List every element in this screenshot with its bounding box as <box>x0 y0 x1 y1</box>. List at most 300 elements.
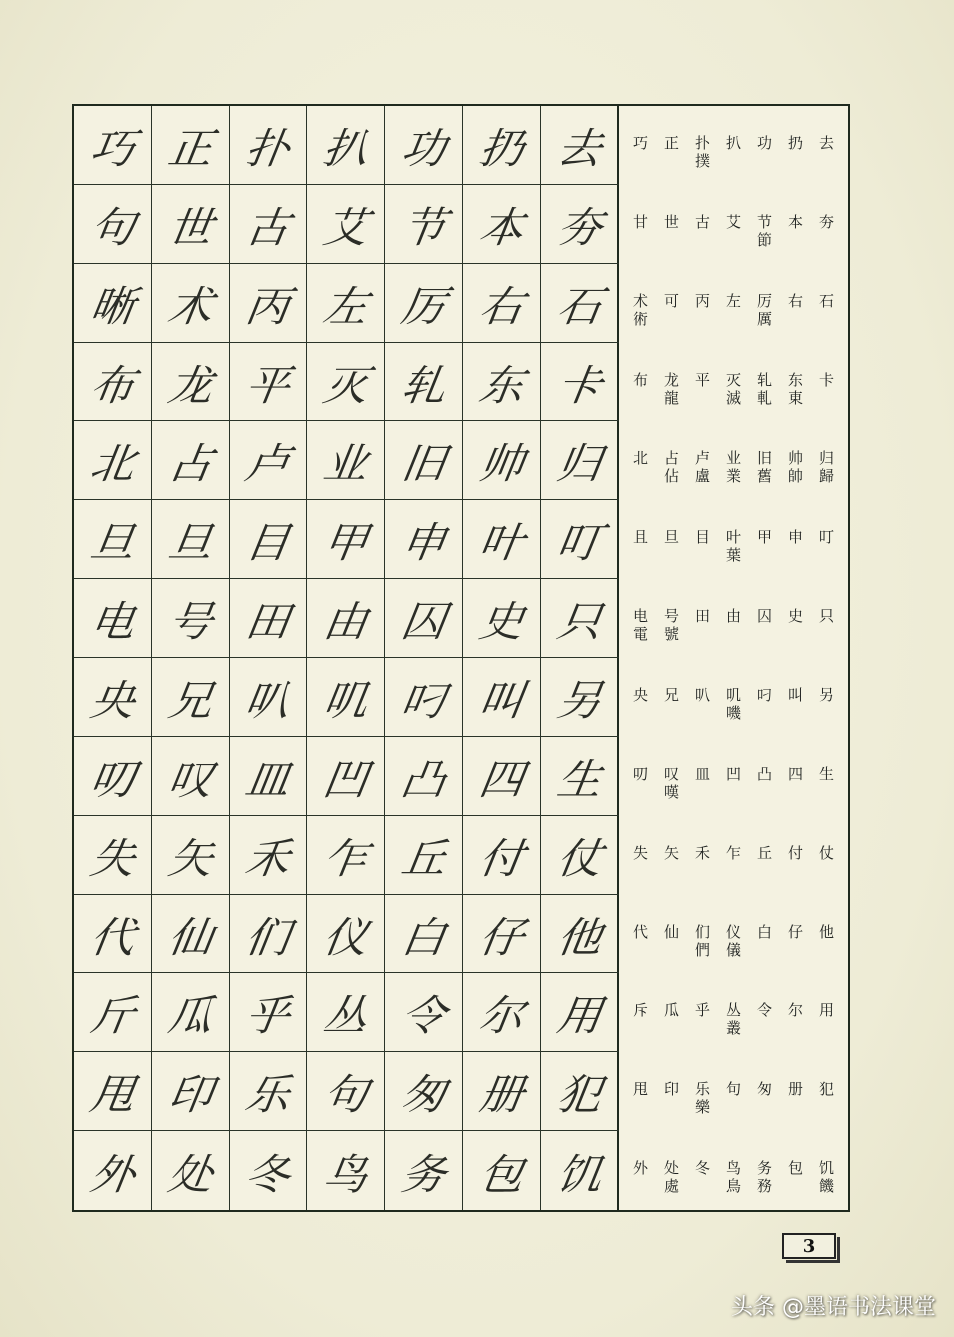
simplified-character: 皿 <box>694 764 710 783</box>
reference-item <box>718 765 749 783</box>
calligraphy-cell <box>74 973 152 1052</box>
reference-item <box>687 371 718 389</box>
calligraphy-character: 夯 <box>553 203 605 253</box>
simplified-character: 巧 <box>632 134 648 152</box>
simplified-character: 叼 <box>756 686 772 705</box>
traditional-character: 樂 <box>694 1098 710 1117</box>
calligraphy-character: 巧 <box>86 124 138 174</box>
calligraphy-character: 归 <box>553 440 605 489</box>
calligraphy-character: 句 <box>320 1071 372 1120</box>
traditional-character: 叢 <box>725 1019 741 1038</box>
reference-item <box>625 1080 656 1098</box>
calligraphy-character: 东 <box>475 361 527 410</box>
calligraphy-cell <box>152 658 230 737</box>
calligraphy-cell <box>152 500 230 579</box>
simplified-character: 饥 <box>818 1159 834 1178</box>
calligraphy-character: 斤 <box>86 992 138 1041</box>
simplified-character: 犯 <box>818 1080 834 1099</box>
traditional-character: 嘰 <box>725 704 741 723</box>
reference-item <box>656 1001 687 1019</box>
calligraphy-cell <box>463 264 541 343</box>
calligraphy-character: 占 <box>164 440 216 489</box>
reference-row <box>619 1131 848 1210</box>
simplified-character: 处 <box>663 1159 679 1178</box>
calligraphy-cell <box>152 973 230 1052</box>
reference-item <box>780 213 811 231</box>
reference-item <box>687 686 718 704</box>
simplified-character: 乐 <box>694 1080 710 1099</box>
calligraphy-character: 丘 <box>398 834 449 884</box>
reference-row <box>619 264 848 343</box>
calligraphy-character: 申 <box>398 519 449 568</box>
reference-item <box>625 1159 656 1177</box>
reference-row <box>619 816 848 895</box>
reference-item <box>811 213 842 231</box>
reference-row <box>619 343 848 422</box>
calligraphy-cell <box>541 185 619 264</box>
calligraphy-cell <box>463 343 541 422</box>
simplified-character: 扔 <box>787 134 803 152</box>
calligraphy-character: 去 <box>553 124 605 174</box>
reference-item <box>780 371 811 407</box>
calligraphy-character: 由 <box>320 598 372 647</box>
calligraphy-character: 他 <box>553 913 605 963</box>
reference-row <box>619 1052 848 1131</box>
reference-item <box>687 1159 718 1177</box>
reference-item <box>811 528 842 546</box>
calligraphy-cell <box>230 579 308 658</box>
simplified-character: 申 <box>787 528 803 547</box>
simplified-character: 石 <box>818 291 834 310</box>
calligraphy-cell <box>230 500 308 579</box>
simplified-character: 扒 <box>725 134 741 152</box>
calligraphy-column <box>385 106 463 1210</box>
simplified-character: 外 <box>632 1159 648 1178</box>
calligraphy-cell <box>541 895 619 974</box>
reference-item <box>718 292 749 310</box>
simplified-character: 去 <box>818 134 834 152</box>
reference-item <box>718 844 749 862</box>
simplified-character: 业 <box>725 449 741 468</box>
reference-item <box>780 449 811 485</box>
traditional-character: 龍 <box>663 388 679 407</box>
calligraphy-cell <box>463 737 541 816</box>
reference-item <box>687 607 718 625</box>
calligraphy-character: 旧 <box>398 440 449 489</box>
calligraphy-cell <box>307 579 385 658</box>
reference-item <box>780 134 811 152</box>
calligraphy-cell <box>152 106 230 185</box>
calligraphy-character: 央 <box>86 676 138 726</box>
simplified-character: 用 <box>818 1001 834 1020</box>
simplified-character: 务 <box>756 1159 772 1178</box>
calligraphy-character: 仗 <box>553 834 605 884</box>
simplified-character: 史 <box>787 607 803 626</box>
calligraphy-cell <box>307 895 385 974</box>
calligraphy-character: 匆 <box>398 1071 449 1120</box>
calligraphy-cell <box>152 1131 230 1210</box>
calligraphy-character: 史 <box>475 598 527 647</box>
simplified-character: 矢 <box>663 843 679 862</box>
calligraphy-cell <box>230 1052 308 1131</box>
calligraphy-cell <box>230 185 308 264</box>
calligraphy-character: 饥 <box>553 1150 605 1200</box>
simplified-character: 右 <box>787 291 803 310</box>
calligraphy-character: 卢 <box>242 440 294 489</box>
simplified-character: 电 <box>632 607 648 626</box>
simplified-character: 古 <box>694 212 710 231</box>
reference-row <box>619 185 848 264</box>
traditional-character: 撲 <box>694 152 710 170</box>
calligraphy-cell <box>463 973 541 1052</box>
calligraphy-cell <box>541 1131 619 1210</box>
calligraphy-cell <box>152 737 230 816</box>
calligraphy-column <box>307 106 385 1210</box>
simplified-character: 印 <box>663 1080 679 1099</box>
simplified-character: 仔 <box>787 922 803 941</box>
calligraphy-cell <box>74 895 152 974</box>
calligraphy-character: 冬 <box>242 1150 294 1200</box>
simplified-character: 平 <box>694 370 710 389</box>
calligraphy-character: 代 <box>86 913 138 963</box>
reference-item <box>718 134 749 152</box>
calligraphy-cell <box>463 895 541 974</box>
calligraphy-cell <box>230 973 308 1052</box>
reference-item <box>656 292 687 310</box>
calligraphy-character: 古 <box>242 203 294 253</box>
copybook-frame <box>72 104 850 1212</box>
calligraphy-character: 乐 <box>242 1071 294 1120</box>
calligraphy-cell <box>463 1131 541 1210</box>
reference-item <box>749 371 780 407</box>
calligraphy-cell <box>307 421 385 500</box>
calligraphy-cell <box>74 421 152 500</box>
calligraphy-character: 令 <box>398 992 449 1041</box>
reference-item <box>780 1080 811 1098</box>
simplified-character: 可 <box>663 291 679 310</box>
traditional-character: 東 <box>787 388 803 407</box>
calligraphy-character: 外 <box>86 1150 138 1200</box>
calligraphy-cell <box>74 658 152 737</box>
calligraphy-character: 叽 <box>320 676 372 726</box>
calligraphy-character: 扒 <box>320 124 372 174</box>
calligraphy-cell <box>74 500 152 579</box>
simplified-character: 叹 <box>663 764 679 783</box>
reference-item <box>718 528 749 564</box>
calligraphy-cell <box>152 343 230 422</box>
calligraphy-character: 布 <box>86 361 138 410</box>
simplified-character: 们 <box>694 922 710 941</box>
traditional-character: 葉 <box>725 546 741 565</box>
calligraphy-character: 号 <box>164 598 216 647</box>
calligraphy-character: 田 <box>242 598 294 647</box>
calligraphy-character: 白 <box>398 913 449 963</box>
reference-item <box>749 1159 780 1195</box>
reference-item <box>749 1080 780 1098</box>
simplified-character: 归 <box>818 449 834 468</box>
calligraphy-character: 龙 <box>164 361 216 410</box>
simplified-character: 叫 <box>787 686 803 705</box>
reference-character-table <box>619 106 848 1210</box>
calligraphy-character: 禾 <box>242 834 294 884</box>
calligraphy-cell <box>541 816 619 895</box>
calligraphy-character: 叫 <box>475 676 527 726</box>
reference-item <box>811 449 842 485</box>
calligraphy-cell <box>230 421 308 500</box>
simplified-character: 功 <box>756 134 772 152</box>
calligraphy-cell <box>74 1052 152 1131</box>
calligraphy-character: 卡 <box>553 361 605 410</box>
reference-item <box>656 528 687 546</box>
simplified-character: 只 <box>818 607 834 626</box>
traditional-character: 舊 <box>756 467 772 486</box>
reference-item <box>656 923 687 941</box>
calligraphy-character: 左 <box>320 282 372 332</box>
simplified-character: 帅 <box>787 449 803 468</box>
simplified-character: 龙 <box>663 370 679 389</box>
reference-item <box>687 1080 718 1116</box>
page-number: 3 <box>782 1233 836 1259</box>
calligraphy-grid <box>74 106 619 1210</box>
calligraphy-character: 乎 <box>242 992 294 1041</box>
reference-item <box>625 371 656 389</box>
reference-item <box>656 1080 687 1098</box>
reference-item <box>811 607 842 625</box>
calligraphy-cell <box>74 1131 152 1210</box>
calligraphy-cell <box>463 106 541 185</box>
calligraphy-cell <box>541 1052 619 1131</box>
calligraphy-cell <box>463 816 541 895</box>
reference-item <box>811 765 842 783</box>
calligraphy-character: 凸 <box>398 755 449 805</box>
reference-item <box>625 213 656 231</box>
calligraphy-character: 本 <box>475 203 527 253</box>
traditional-character: 鳥 <box>725 1177 741 1196</box>
reference-item <box>656 449 687 485</box>
traditional-character: 帥 <box>787 467 803 486</box>
calligraphy-cell <box>152 579 230 658</box>
simplified-character: 仗 <box>818 843 834 862</box>
reference-item <box>749 449 780 485</box>
calligraphy-cell <box>307 737 385 816</box>
traditional-character: 號 <box>663 625 679 644</box>
calligraphy-character: 业 <box>320 440 372 489</box>
simplified-character: 旧 <box>756 449 772 468</box>
reference-item <box>749 607 780 625</box>
calligraphy-character: 叨 <box>86 755 138 805</box>
calligraphy-character: 失 <box>86 834 138 884</box>
calligraphy-cell <box>385 1131 463 1210</box>
calligraphy-character: 丛 <box>320 992 372 1041</box>
reference-item <box>780 1159 811 1177</box>
calligraphy-character: 犯 <box>553 1071 605 1120</box>
calligraphy-cell <box>463 185 541 264</box>
calligraphy-character: 包 <box>475 1150 527 1200</box>
simplified-character: 他 <box>818 922 834 941</box>
reference-item <box>718 371 749 407</box>
calligraphy-character: 另 <box>553 676 605 726</box>
simplified-character: 鸟 <box>725 1159 741 1178</box>
simplified-character: 囚 <box>756 607 772 626</box>
simplified-character: 本 <box>787 212 803 231</box>
calligraphy-character: 仪 <box>320 913 372 963</box>
reference-item <box>780 765 811 783</box>
calligraphy-character: 叭 <box>242 676 294 726</box>
calligraphy-cell <box>463 579 541 658</box>
simplified-character: 尔 <box>787 1001 803 1020</box>
reference-item <box>687 765 718 783</box>
simplified-character: 旦 <box>663 528 679 547</box>
calligraphy-character: 旦 <box>86 519 138 568</box>
calligraphy-cell <box>541 500 619 579</box>
simplified-character: 兄 <box>663 686 679 705</box>
simplified-character: 左 <box>725 291 741 310</box>
simplified-character: 扑 <box>694 134 710 152</box>
calligraphy-cell <box>541 264 619 343</box>
reference-item <box>749 134 780 152</box>
calligraphy-character: 凹 <box>320 755 372 805</box>
traditional-character: 電 <box>632 625 648 644</box>
reference-item <box>687 292 718 310</box>
simplified-character: 布 <box>632 370 648 389</box>
reference-item <box>687 1001 718 1019</box>
calligraphy-character: 生 <box>553 755 605 805</box>
simplified-character: 夯 <box>818 212 834 231</box>
calligraphy-cell <box>230 1131 308 1210</box>
reference-item <box>718 923 749 959</box>
calligraphy-cell <box>307 343 385 422</box>
calligraphy-character: 尔 <box>475 992 527 1041</box>
calligraphy-cell <box>463 1052 541 1131</box>
simplified-character: 匆 <box>756 1080 772 1099</box>
simplified-character: 世 <box>663 212 679 231</box>
simplified-character: 生 <box>818 764 834 783</box>
traditional-character: 處 <box>663 1177 679 1196</box>
simplified-character: 节 <box>756 212 772 231</box>
calligraphy-character: 矢 <box>164 834 216 884</box>
calligraphy-character: 付 <box>475 834 527 884</box>
simplified-character: 东 <box>787 370 803 389</box>
calligraphy-character: 印 <box>164 1071 216 1120</box>
reference-item <box>625 134 656 152</box>
calligraphy-character: 叮 <box>553 519 605 568</box>
simplified-character: 甘 <box>632 212 648 231</box>
calligraphy-character: 甲 <box>320 519 372 568</box>
traditional-character: 滅 <box>725 388 741 407</box>
calligraphy-character: 扑 <box>242 124 294 174</box>
calligraphy-cell <box>152 264 230 343</box>
calligraphy-cell <box>541 106 619 185</box>
reference-item <box>625 765 656 783</box>
reference-item <box>780 844 811 862</box>
watermark: 头条 @墨语书法课堂 <box>731 1295 936 1320</box>
reference-item <box>749 1001 780 1019</box>
calligraphy-cell <box>541 973 619 1052</box>
simplified-character: 田 <box>694 607 710 626</box>
reference-item <box>780 528 811 546</box>
calligraphy-character: 皿 <box>242 755 294 805</box>
calligraphy-cell <box>152 1052 230 1131</box>
reference-item <box>780 292 811 310</box>
reference-row <box>619 579 848 658</box>
calligraphy-column <box>230 106 308 1210</box>
reference-row <box>619 106 848 185</box>
reference-item <box>687 923 718 959</box>
simplified-character: 由 <box>725 607 741 626</box>
simplified-character: 冬 <box>694 1159 710 1178</box>
reference-item <box>687 844 718 862</box>
reference-item <box>625 528 656 546</box>
simplified-character: 且 <box>632 528 648 547</box>
reference-item <box>811 844 842 862</box>
calligraphy-column <box>463 106 541 1210</box>
calligraphy-cell <box>152 421 230 500</box>
calligraphy-character: 句 <box>86 203 138 253</box>
traditional-character: 儀 <box>725 940 741 959</box>
traditional-character: 業 <box>725 467 741 486</box>
reference-item <box>718 449 749 485</box>
reference-item <box>749 292 780 328</box>
reference-row <box>619 973 848 1052</box>
calligraphy-cell <box>541 343 619 422</box>
calligraphy-cell <box>74 106 152 185</box>
calligraphy-cell <box>230 816 308 895</box>
reference-item <box>811 134 842 152</box>
simplified-character: 丛 <box>725 1001 741 1020</box>
simplified-character: 叮 <box>818 528 834 547</box>
simplified-character: 令 <box>756 1001 772 1020</box>
reference-item <box>656 1159 687 1195</box>
calligraphy-character: 甩 <box>86 1071 138 1120</box>
calligraphy-cell <box>307 658 385 737</box>
reference-item <box>625 1001 656 1019</box>
calligraphy-cell <box>463 421 541 500</box>
calligraphy-cell <box>307 1131 385 1210</box>
traditional-character: 佔 <box>663 467 679 486</box>
simplified-character: 轧 <box>756 370 772 389</box>
simplified-character: 包 <box>787 1159 803 1178</box>
calligraphy-character: 目 <box>242 519 294 568</box>
traditional-character: 饑 <box>818 1177 834 1196</box>
simplified-character: 卡 <box>818 370 834 389</box>
calligraphy-character: 叹 <box>164 755 216 805</box>
calligraphy-column <box>152 106 230 1210</box>
calligraphy-character: 叼 <box>398 676 449 726</box>
simplified-character: 乎 <box>694 1001 710 1020</box>
simplified-character: 瓜 <box>663 1001 679 1020</box>
reference-item <box>811 1159 842 1195</box>
simplified-character: 凹 <box>725 764 741 783</box>
calligraphy-character: 丙 <box>242 282 294 332</box>
reference-item <box>625 686 656 704</box>
simplified-character: 另 <box>818 686 834 705</box>
reference-item <box>811 923 842 941</box>
simplified-character: 凸 <box>756 764 772 783</box>
calligraphy-cell <box>385 185 463 264</box>
reference-item <box>718 213 749 231</box>
reference-item <box>625 923 656 941</box>
reference-item <box>749 844 780 862</box>
simplified-character: 叭 <box>694 686 710 705</box>
traditional-character: 術 <box>632 309 648 328</box>
calligraphy-character: 瓜 <box>164 992 216 1041</box>
calligraphy-character: 术 <box>164 282 216 332</box>
simplified-character: 正 <box>663 134 679 152</box>
simplified-character: 叨 <box>632 764 648 783</box>
calligraphy-cell <box>74 264 152 343</box>
calligraphy-character: 艾 <box>320 203 372 253</box>
simplified-character: 乍 <box>725 843 741 862</box>
